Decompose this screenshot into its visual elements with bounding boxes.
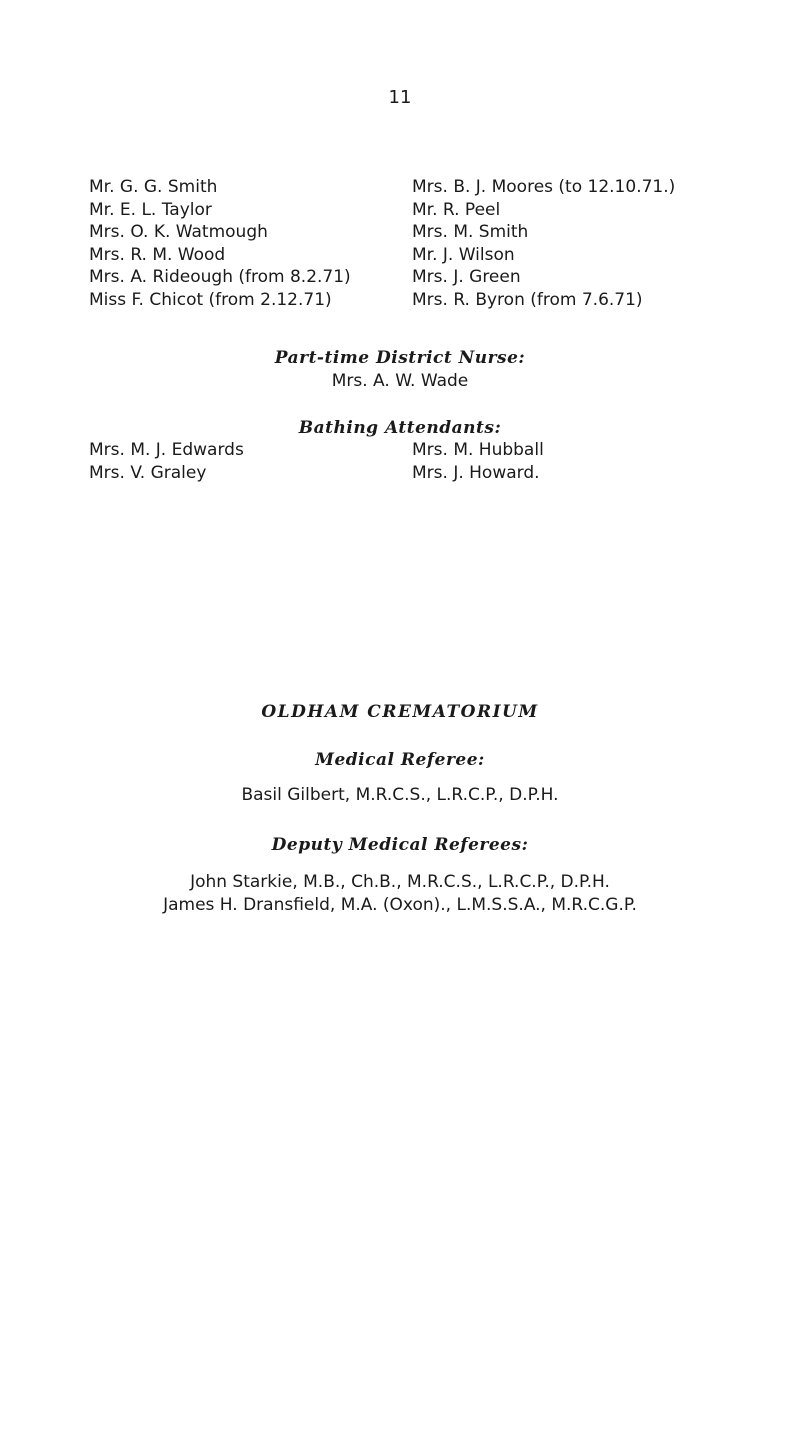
attendant-name: Mrs. J. Howard. [412, 463, 540, 483]
staff-list [0, 176, 800, 326]
deputy-referees-list [0, 871, 800, 917]
attendant-name: Mrs. M. J. Edwards [89, 440, 244, 460]
attendant-name: Mrs. V. Graley [89, 463, 207, 483]
staff-name: Mr. J. Wilson [412, 244, 515, 265]
staff-name: Mr. R. Peel [412, 199, 501, 220]
staff-name: Mrs. R. M. Wood [89, 244, 226, 265]
staff-name: Mr. E. L. Taylor [89, 199, 212, 220]
staff-name: Mrs. M. Smith [412, 222, 529, 243]
staff-column-left [89, 176, 351, 312]
medical-referee-name: Basil Gilbert, M.R.C.S., L.R.C.P., D.P.H. [241, 785, 559, 805]
staff-name: Mrs. O. K. Watmough [89, 222, 268, 243]
staff-name: Mrs. A. Rideough (from 8.2.71) [89, 267, 351, 288]
staff-name: Mrs. B. J. Moores (to 12.10.71.) [412, 177, 676, 197]
deputy-referee-name: John Starkie, M.B., Ch.B., M.R.C.S., L.R.C.P., D.P.H. [190, 872, 610, 892]
page-number: 11 [388, 87, 412, 108]
medical-referee-heading: Medical Referee: [315, 750, 485, 770]
staff-column-right [412, 176, 675, 312]
district-nurse-name: Mrs. A. W. Wade [331, 371, 469, 391]
deputy-referees-heading: Deputy Medical Referees: [271, 835, 529, 855]
staff-name: Mrs. R. Byron (from 7.6.71) [412, 289, 643, 310]
staff-name: Mr. G. G. Smith [89, 177, 218, 197]
staff-name: Miss F. Chicot (from 2.12.71) [89, 289, 332, 310]
deputy-referee-name: James H. Dransfield, M.A. (Oxon)., L.M.S.S.A., M.R.C.G.P. [163, 895, 637, 915]
attendant-name: Mrs. M. Hubball [412, 440, 544, 460]
crematorium-title: OLDHAM CREMATORIUM [261, 702, 539, 722]
staff-name: Mrs. J. Green [412, 267, 521, 288]
district-nurse-heading: Part-time District Nurse: [274, 348, 526, 368]
bathing-attendants-heading: Bathing Attendants: [298, 418, 502, 438]
